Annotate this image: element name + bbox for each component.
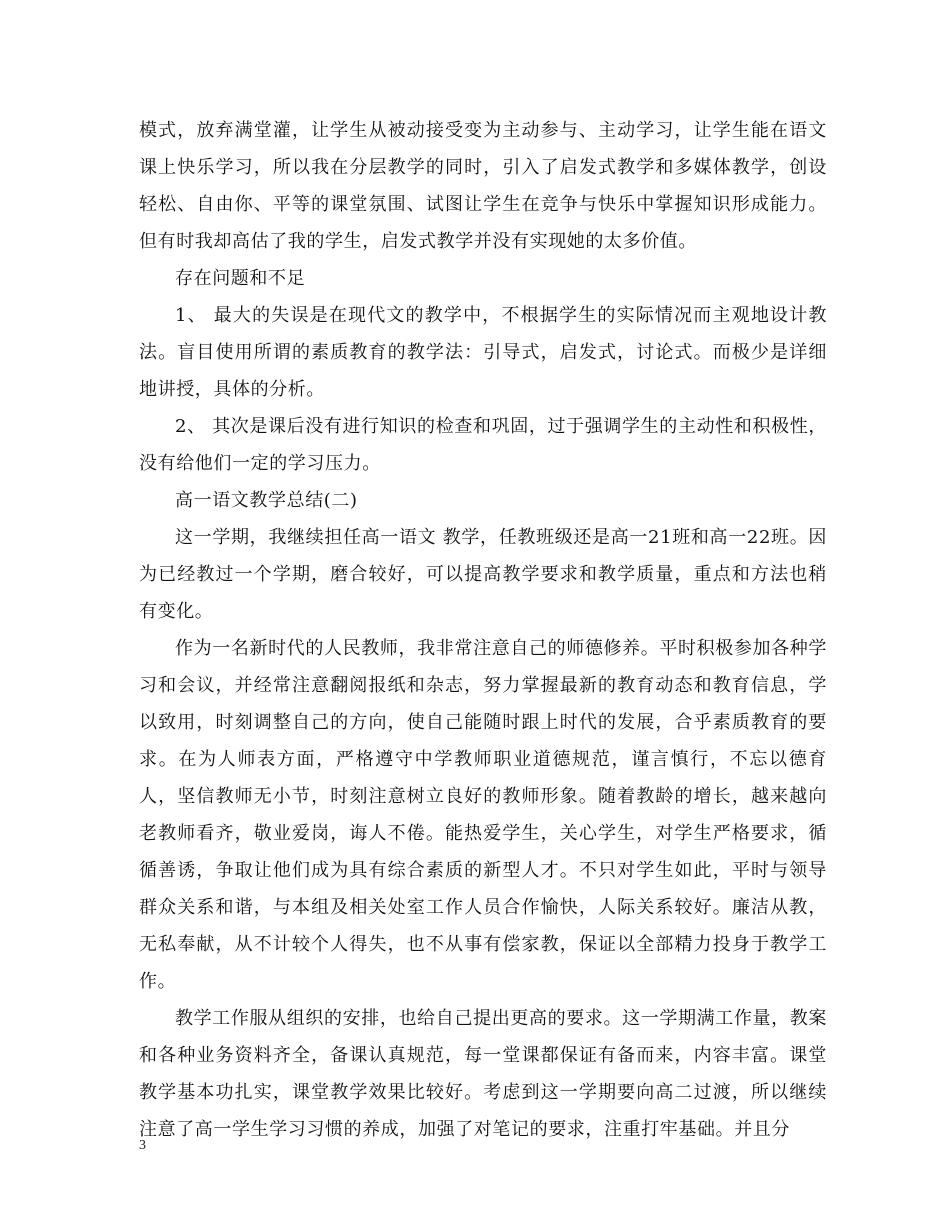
paragraph-1: 模式，放弃满堂灌，让学生从被动接受变为主动参与、主动学习，让学生能在语文课上快乐学习，所以我在分层教学的同时，引入了启发式教学和多媒体教学，创设轻松、自由你、平等的课堂氛围、试图让学生在竞争与快乐中掌握知识形成能力。但有时我却高估了我的学生，启发式教学并没有实现她的太多价值。: [139, 120, 827, 252]
paragraph-6: 这一学期，我继续担任高一语文 教学，任教班级还是高一21班和高一22班。因为已经教过一个学期，磨合较好，可以提高教学要求和教学质量，重点和方法也稍有变化。: [139, 527, 827, 622]
paragraph-7: 作为一名新时代的人民教师，我非常注意自己的师德修养。平时积极参加各种学习和会议，并经常注意翻阅报纸和杂志，努力掌握最新的教育动态和教育信息，学以致用，时刻调整自己的方向，使自己能随时跟上时代的发展，合乎素质教育的要求。在为人师表方面，严格遵守中学教师职业道德规范，谨言慎行，不忘以德育人，坚信教师无小节，时刻注意树立良好的教师形象。随着教龄的增长，越来越向老教师看齐，敬业爱岗，诲人不倦。能热爱学生，关心学生，对学生严格要求，循循善诱，争取让他们成为具有综合素质的新型人才。不只对学生如此，平时与领导群众关系和谐，与本组及相关处室工作人员合作愉快，人际关系较好。廉洁从教，无私奉献，从不计较个人得失，也不从事有偿家教，保证以全部精力投身于教学工作。: [139, 638, 827, 992]
paragraph-8: 教学工作服从组织的安排，也给自己提出更高的要求。这一学期满工作量，教案和各种业务资料齐全，备课认真规范，每一堂课都保证有备而来，内容丰富。课堂教学基本功扎实，课堂教学效果比较好。考虑到这一学期要向高二过渡，所以继续注意了高一学生学习习惯的养成，加强了对笔记的要求，注重打牢基础。并且分: [139, 1008, 827, 1140]
paragraph-4: 2、 其次是课后没有进行知识的检查和巩固，过于强调学生的主动性和积极性，没有给他们一定的学习压力。: [139, 416, 827, 474]
document-body: [139, 112, 827, 1148]
page-number: 3: [139, 1138, 146, 1153]
section-title: 高一语文教学总结(二): [175, 490, 358, 511]
paragraph-3: 1、 最大的失误是在现代文的教学中，不根据学生的实际情况而主观地设计教法。盲目使用所谓的素质教育的教学法：引导式，启发式，讨论式。而极少是详细地讲授，具体的分析。: [139, 305, 827, 400]
paragraph-2-heading: 存在问题和不足: [175, 268, 306, 289]
